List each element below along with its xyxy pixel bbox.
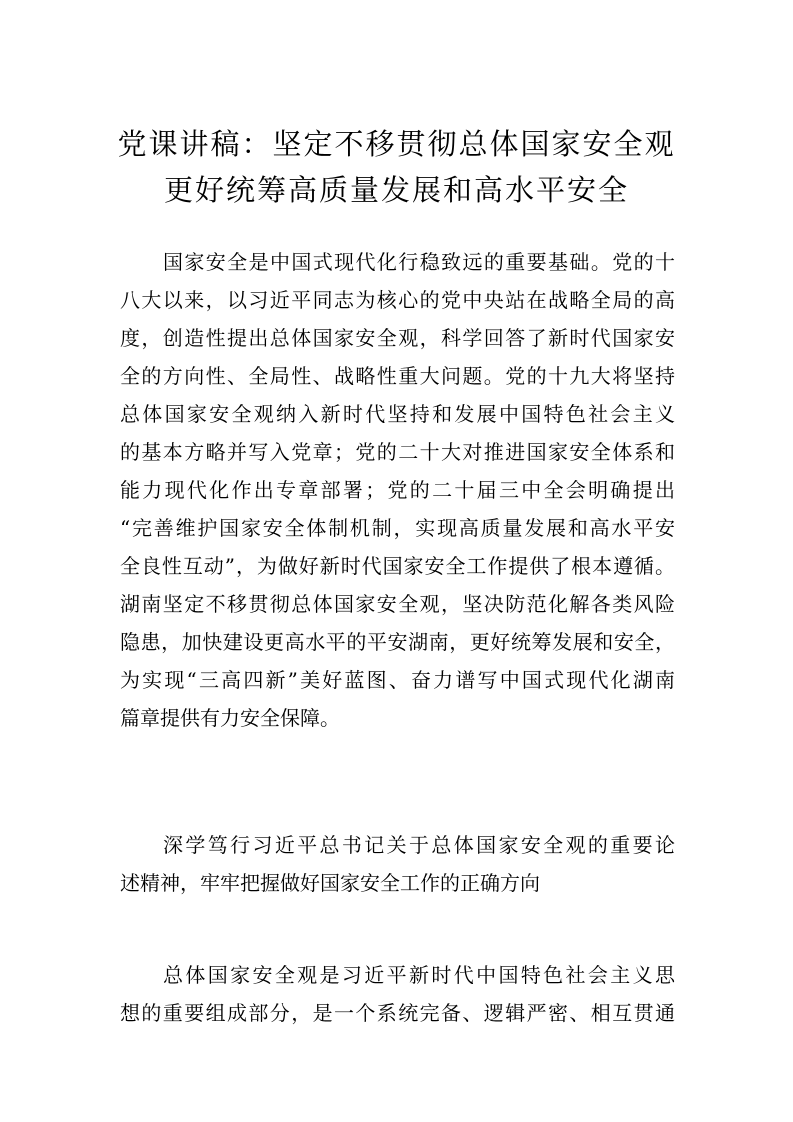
document-title-line-2: 更好统筹高质量发展和高水平安全 — [163, 173, 629, 207]
intro-paragraph — [120, 243, 675, 737]
paragraph-line: 的基本方略并写入党章；党的二十大对推进国家安全体系和 — [120, 440, 675, 464]
document-title-line-1: 党课讲稿：坚定不移贯彻总体国家安全观 — [117, 127, 676, 161]
paragraph-line: 篇章提供有力安全保障。 — [120, 706, 340, 730]
paragraph-line: 湖南坚定不移贯彻总体国家安全观，坚决防范化解各类风险 — [120, 592, 675, 616]
paragraph-line: 八大以来，以习近平同志为核心的党中央站在战略全局的高 — [120, 288, 675, 312]
body-paragraph — [120, 956, 675, 1032]
paragraph-line: 总体国家安全观纳入新时代坚持和发展中国特色社会主义 — [120, 402, 675, 426]
paragraph-line: 为实现“三高四新”美好蓝图、奋力谱写中国式现代化湖南 — [120, 668, 675, 692]
paragraph-line: 总体国家安全观是习近平新时代中国特色社会主义思 — [163, 963, 675, 987]
paragraph-line: 隐患，加快建设更高水平的平安湖南，更好统筹发展和安全， — [120, 630, 675, 654]
paragraph-line: 能力现代化作出专章部署；党的二十届三中全会明确提出 — [120, 478, 675, 502]
paragraph-line: 全良性互动”，为做好新时代国家安全工作提供了根本遵循。 — [120, 554, 675, 578]
paragraph-line: 全的方向性、全局性、战略性重大问题。党的十九大将坚持 — [120, 364, 675, 388]
section-heading-paragraph — [120, 826, 675, 902]
paragraph-line: 深学笃行习近平总书记关于总体国家安全观的重要论 — [163, 833, 675, 857]
paragraph-line: “完善维护国家安全体制机制，实现高质量发展和高水平安 — [120, 516, 675, 540]
paragraph-line: 想的重要组成部分，是一个系统完备、逻辑严密、相互贯通 — [120, 1001, 675, 1025]
paragraph-line: 度，创造性提出总体国家安全观，科学回答了新时代国家安 — [120, 326, 675, 350]
paragraph-line: 述精神，牢牢把握做好国家安全工作的正确方向 — [120, 871, 540, 895]
paragraph-line: 国家安全是中国式现代化行稳致远的重要基础。党的十 — [163, 250, 675, 274]
